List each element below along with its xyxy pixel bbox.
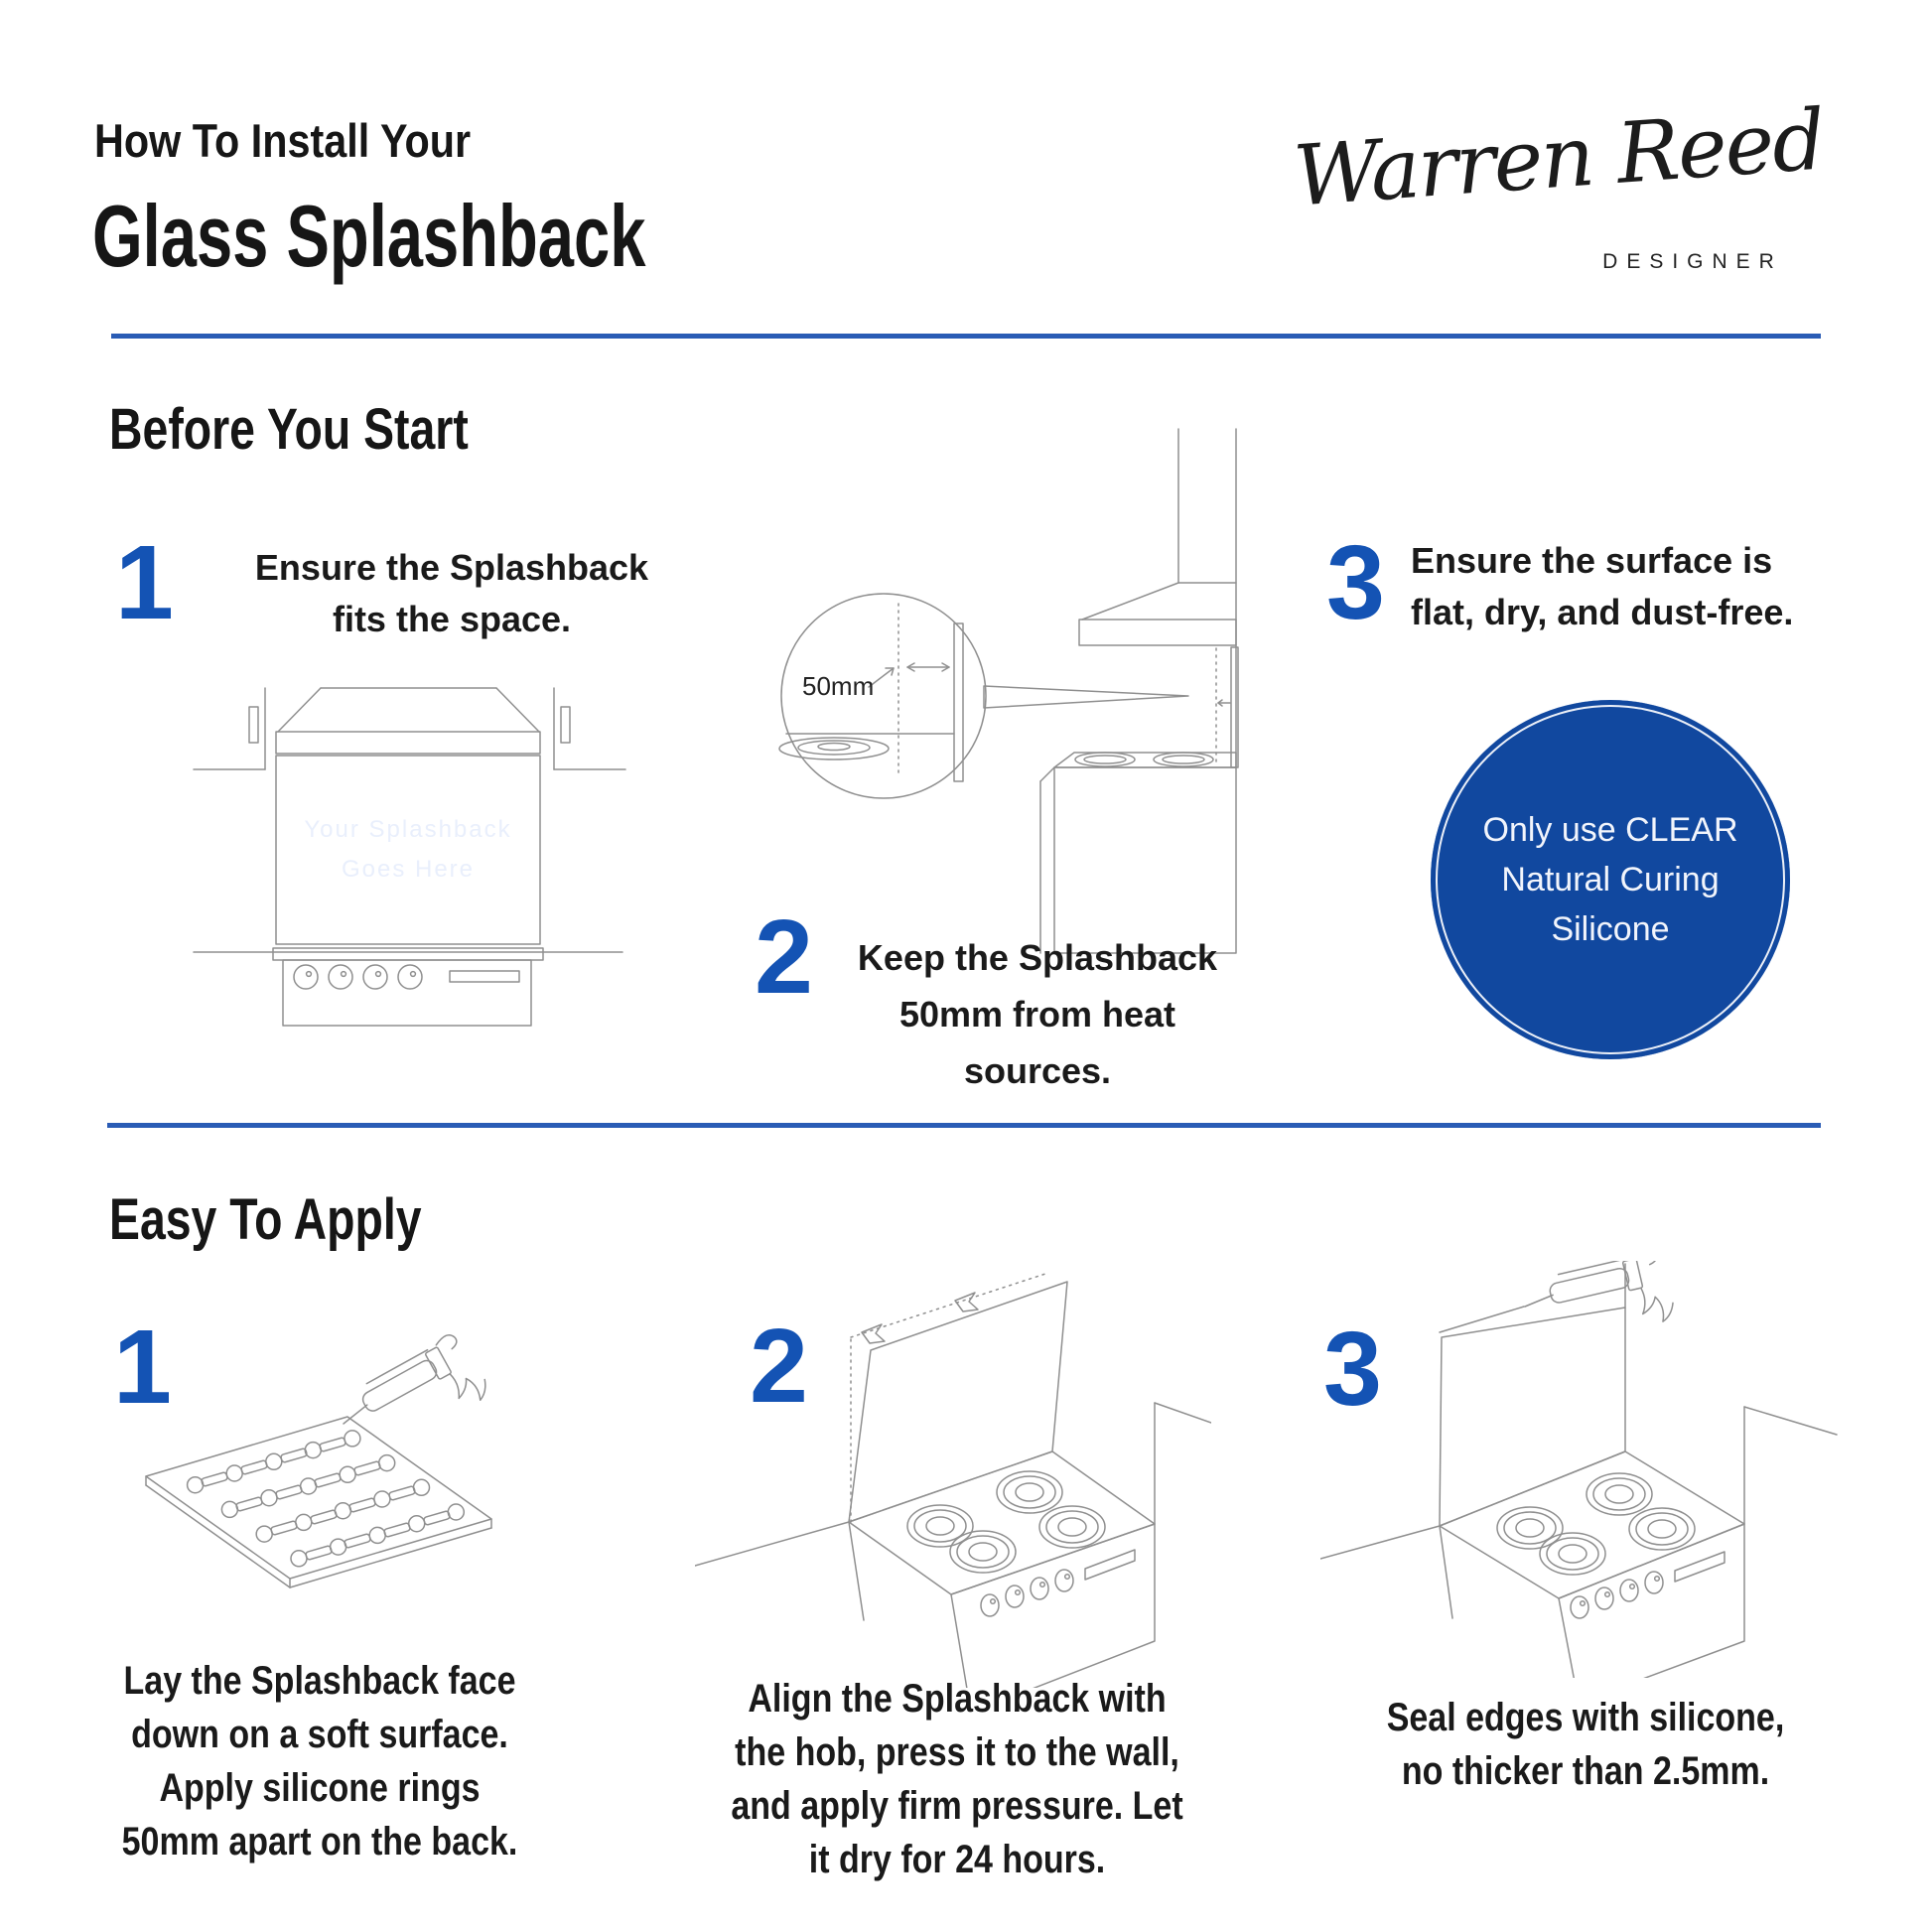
align-splashback-diagram [695,1271,1211,1688]
apply-step-3-number: 3 [1323,1311,1382,1428]
silicone-note-circle [1431,700,1790,1059]
before-step-3-text [1411,535,1848,638]
cooker-knobs [1571,1572,1663,1618]
callout-pointer [984,686,1188,708]
glass-splashback-panel [1440,1308,1625,1526]
hob-burners [1497,1473,1695,1575]
apply-caption-1-line4: 50mm apart on the back. [121,1820,518,1863]
cooker-knobs [981,1570,1073,1616]
page-title: Glass Splashback [92,187,646,285]
note-line3: Silicone [1551,910,1670,948]
before-step-3-line1: Ensure the surface is [1411,540,1773,581]
before-step-2-line3: sources. [963,1050,1112,1091]
brand-logo [1281,90,1837,302]
before-step-2-line1: Keep the Splashback [857,937,1218,978]
section-divider-middle [107,1123,1821,1128]
apply-caption-2-line1: Align the Splashback with [748,1677,1167,1721]
brand-signature: Warren Reed [1291,90,1827,225]
note-line2: Natural Curing [1501,861,1720,898]
brand-tagline: DESIGNER [1602,250,1783,273]
before-step-1-line2: fits the space. [332,599,572,639]
apply-caption-2-line3: and apply firm pressure. Let [731,1784,1183,1828]
apply-step-1-caption [67,1654,573,1868]
splashback-panel-label [276,756,540,944]
apply-caption-2-line4: it dry for 24 hours. [808,1838,1106,1881]
apply-step-3-caption [1332,1691,1839,1798]
page-subtitle: How To Install Your [94,114,472,167]
seal-edges-diagram [1320,1261,1876,1678]
before-step-2-text [824,929,1251,1099]
apply-step-1-number: 1 [113,1309,172,1426]
heading-before-you-start: Before You Start [109,397,469,462]
heading-easy-to-apply: Easy To Apply [109,1187,422,1252]
panel-label-line1: Your Splashback [304,816,512,843]
apply-caption-1-line2: down on a soft surface. [131,1713,508,1756]
section-divider-top [111,334,1821,339]
caulk-gun-icon [331,1329,492,1463]
before-step-2-number: 2 [755,898,813,1016]
apply-step-2-number: 2 [750,1308,808,1425]
apply-caption-2-line2: the hob, press it to the wall, [735,1730,1179,1774]
hob-burners [907,1471,1105,1573]
panel-label-line2: Goes Here [341,856,476,883]
before-step-1-number: 1 [115,524,174,641]
apply-caption-1-line3: Apply silicone rings [159,1766,481,1810]
silicone-rings-diagram [129,1320,665,1618]
apply-caption-3-line1: Seal edges with silicone, [1386,1696,1785,1739]
glass-splashback-panel [849,1282,1067,1522]
note-line1: Only use CLEAR [1482,811,1738,849]
before-step-3-line2: flat, dry, and dust-free. [1411,592,1794,632]
apply-caption-1-line1: Lay the Splashback face [123,1659,516,1703]
before-step-3-number: 3 [1326,524,1385,641]
before-step-2-line2: 50mm from heat [898,994,1176,1035]
before-step-1-text [204,542,700,645]
distance-measure-label: 50mm [802,671,875,701]
before-step-1-line1: Ensure the Splashback [254,547,649,588]
apply-caption-3-line2: no thicker than 2.5mm. [1401,1749,1770,1793]
apply-step-2-caption [704,1672,1210,1886]
caulk-gun-icon [1519,1261,1677,1351]
press-arrow-icon [862,1324,885,1343]
